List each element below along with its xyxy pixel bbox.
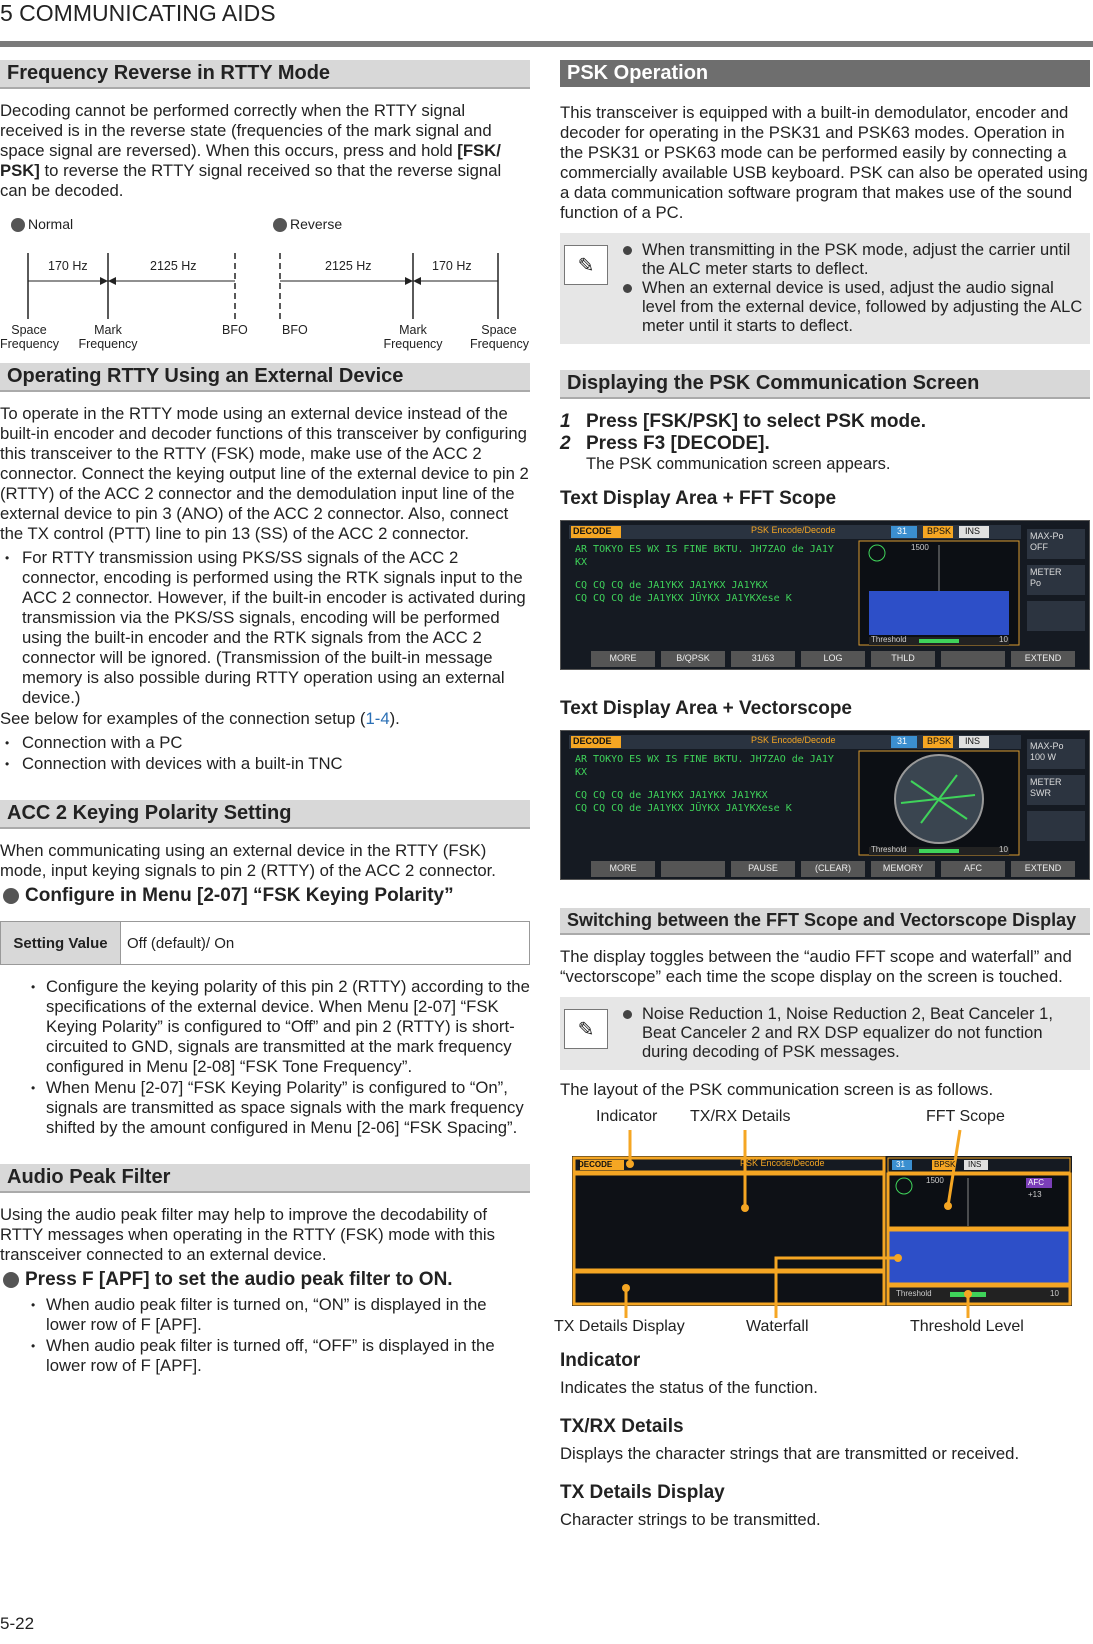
subtitle-fft-scope: Text Display Area + FFT Scope: [560, 488, 837, 509]
note-item: When an external device is used, adjust the audio signal level from the external device, followed by adjusting the ALC meter until it starts to deflect.: [618, 279, 1086, 336]
subtitle-vectorscope: Text Display Area + Vectorscope: [560, 698, 852, 719]
layout-diagram: [554, 1108, 1090, 1336]
audio-peak-filter-list: [0, 1295, 530, 1376]
setting-value-table: [0, 921, 530, 965]
fft-scope-label: FFT Scope: [926, 1108, 1005, 1125]
mode-badge: BPSK: [934, 1160, 956, 1169]
threshold-level-label: Threshold Level: [910, 1318, 1024, 1335]
ins-badge: INS: [965, 526, 981, 536]
normal-bullet: [11, 218, 25, 232]
afc-badge: AFC: [1028, 1178, 1044, 1187]
rate-badge: 31: [896, 1160, 905, 1169]
list-item: • For RTTY transmission using PKS/SS signals of the ACC 2 connector, encoding is performed using the RTK signals input to the ACC 2 connector. However, if the built-in encoder is activated during transmission via the PKS/SS signals, encoding will be performed using the built-in encoder and the RTK signals from the ACC 2 connector will be ignored. (Transmission of the built-in message memory is also possible during RTTY operation using an external device.): [0, 548, 530, 708]
normal-170hz-label: 170 Hz: [48, 259, 88, 273]
softkey-3[interactable]: 31/63: [751, 653, 775, 663]
normal-bfo-label: BFO: [222, 323, 248, 337]
step-2: 2 Press F3 [DECODE].: [560, 433, 770, 454]
screen-title: PSK Encode/Decode: [740, 1158, 825, 1168]
meter-key[interactable]: METER SWR: [1030, 777, 1062, 798]
left-column: [0, 56, 530, 1377]
keying-polarity-text: When communicating using an external device in the RTTY (FSK) mode, input keying signals to pin 2 (RTTY) of the ACC 2 connector.: [0, 841, 496, 880]
decode-indicator: DECODE: [573, 736, 612, 746]
normal-label: Normal: [28, 216, 74, 232]
section-title-display-psk: Displaying the PSK Communication Screen: [560, 370, 1090, 399]
decode-indicator: DECODE: [578, 1160, 613, 1169]
decode-indicator: DECODE: [573, 526, 612, 536]
note-box-1: [560, 233, 1090, 344]
section-title-frequency-reverse: Frequency Reverse in RTTY Mode: [0, 60, 530, 89]
normal-2125hz-label: 2125 Hz: [150, 259, 197, 273]
threshold-value: 10: [999, 845, 1008, 854]
external-device-list: [0, 548, 530, 708]
reverse-bullet: [273, 218, 287, 232]
reverse-170hz-label: 170 Hz: [432, 259, 472, 273]
threshold-value: 10: [1050, 1289, 1059, 1298]
list-item: • Connection with devices with a built-in TNC: [0, 754, 530, 774]
audio-peak-filter-heading: Press F [APF] to set the audio peak filter to ON.: [0, 1269, 530, 1291]
psk-operation-text: This transceiver is equipped with a built-in demodulator, encoder and decoder for operating in the PSK31 and PSK63 modes. Operation in the PSK31 or PSK63 mode can be performed easily by connecting a commercially available USB keyboard. PSK can also be operated using a data communication software program that makes use of the sound function of a PC.: [560, 103, 1088, 222]
indicator-heading: Indicator: [560, 1350, 641, 1371]
softkey-7[interactable]: EXTEND: [1024, 863, 1062, 873]
ins-badge: INS: [965, 736, 981, 746]
softkey-4[interactable]: (CLEAR): [814, 863, 851, 873]
softkey-1[interactable]: MORE: [609, 653, 637, 663]
section-title-switching: Switching between the FFT Scope and Vectorscope Display: [560, 908, 1090, 935]
setting-value-cell: Off (default)/ On: [127, 934, 235, 952]
right-column: [554, 56, 1090, 1534]
step-2-result: The PSK communication screen appears.: [586, 455, 891, 473]
psk-screen-vector: [560, 730, 1090, 880]
maxpo-key[interactable]: MAX-Po 100 W: [1030, 741, 1064, 762]
list-item: • When audio peak filter is turned off, “OFF” is displayed in the lower row of F [APF].: [0, 1336, 530, 1376]
tx-details-display-label: TX Details Display: [554, 1318, 685, 1335]
txrx-heading: TX/RX Details: [560, 1416, 684, 1437]
txrx-label: TX/RX Details: [690, 1108, 791, 1125]
normal-mark-label: Mark Frequency: [78, 323, 138, 351]
screen-title: PSK Encode/Decode: [751, 735, 836, 745]
heading-bullet: [3, 888, 19, 904]
psk-screen-fft: [560, 520, 1090, 670]
normal-space-label: Space Frequency: [0, 323, 60, 351]
external-device-text: To operate in the RTTY mode using an external device instead of the built-in encoder and decoder functions of this transceiver by configuring this transceiver to the RTTY (FSK) mode, make use of the ACC 2 connector. Connect the keying output line of the external device to pin 2 (RTTY) of the ACC 2 connector and the demodulation input line of the external device to pin 3 (ANO) of the ACC 2 connector. Also, connect the TX control (PTT) line to pin 13 (SS) of the ACC 2 connector.: [0, 404, 529, 543]
reverse-2125hz-label: 2125 Hz: [325, 259, 372, 273]
layout-diagram-svg: [560, 1108, 1090, 1336]
freq-marker: 1500: [926, 1176, 944, 1185]
section-title-psk-operation: PSK Operation: [560, 60, 1090, 87]
list-item: • Configure the keying polarity of this pin 2 (RTTY) according to the specifications of the external device. When Menu [2-07] “FSK Keying Polarity” is configured to “Off” and pin 2 (RTTY) is short-circuited to GND, signals are transmitted at the mark frequency configured in Menu [2-08] “FSK Tone Frequency”.: [0, 977, 530, 1077]
list-item: • When Menu [2-07] “FSK Keying Polarity” is configured to “On”, signals are transmitted as space signals with the mark frequency shifted by the amount configured in Menu [2-06] “FSK Spacing”.: [0, 1078, 530, 1138]
rx-text-area: AR TOKYO ES WX IS FINE BKTU. JH7ZAO de JA1Y KX CQ CQ CQ de JA1YKX JA1YKX JA1YKX CQ CQ CQ de JA1YKX JŪYKX JA1YKXese K: [575, 544, 834, 604]
rate-badge: 31: [897, 736, 908, 746]
keying-polarity-list: [0, 977, 530, 1138]
section-title-keying-polarity: ACC 2 Keying Polarity Setting: [0, 800, 530, 829]
waterfall-label: Waterfall: [746, 1318, 809, 1335]
switching-text: The display toggles between the “audio FFT scope and waterfall” and “vectorscope” each time the scope display on the screen is touched.: [560, 947, 1072, 986]
mode-badge: BPSK: [927, 736, 952, 746]
txrx-desc: Displays the character strings that are transmitted or received.: [560, 1444, 1020, 1463]
header-rule: [0, 41, 1093, 47]
softkey-4[interactable]: LOG: [823, 653, 843, 663]
reverse-space-label: Space Frequency: [470, 323, 530, 351]
step-1: 1 Press [FSK/PSK] to select PSK mode.: [560, 411, 926, 432]
reverse-mark-label: Mark Frequency: [383, 323, 443, 351]
chapter-header: 5 COMMUNICATING AIDS: [0, 0, 276, 26]
note-item: Noise Reduction 1, Noise Reduction 2, Beat Canceler 1, Beat Canceler 2 and RX DSP equalizer do not function during decoding of PSK messages.: [618, 1005, 1086, 1062]
page-number: 5-22: [0, 1614, 35, 1633]
frequency-reverse-text: Decoding cannot be performed correctly when the RTTY signal received is in the reverse state (frequencies of the mark signal and space signal are reversed). When this occurs, press and hold [FSK/ PSK] to reverse the RTTY signal received so that the reverse signal can be decoded.: [0, 101, 502, 200]
setting-value-header: Setting Value: [1, 922, 121, 964]
rate-badge: 31: [897, 526, 908, 536]
softkey-5[interactable]: THLD: [891, 653, 915, 663]
ins-badge: INS: [968, 1160, 982, 1169]
rx-text-area: AR TOKYO ES WX IS FINE BKTU. JH7ZAO de JA1Y KX CQ CQ CQ de JA1YKX JA1YKX JA1YKX CQ CQ CQ de JA1YKX JŪYKX JA1YKXese K: [575, 754, 834, 814]
section-title-audio-peak-filter: Audio Peak Filter: [0, 1164, 530, 1193]
audio-peak-filter-text: Using the audio peak filter may help to improve the decodability of RTTY messages when operating in the RTTY (FSK) mode with this transceiver connected to an external device.: [0, 1205, 495, 1264]
section-title-external-device: Operating RTTY Using an External Device: [0, 363, 530, 392]
softkey-1[interactable]: MORE: [609, 863, 637, 873]
connection-link[interactable]: 1-4: [365, 709, 390, 728]
list-item: • Connection with a PC: [0, 733, 530, 753]
meter-key[interactable]: METER Po: [1030, 567, 1062, 588]
pencil-note-icon: ✎: [564, 1009, 608, 1049]
softkey-7[interactable]: EXTEND: [1024, 653, 1062, 663]
afc-value: +13: [1028, 1190, 1042, 1199]
note-box-2: [560, 997, 1090, 1070]
pencil-note-icon: ✎: [564, 245, 608, 285]
freq-marker: 1500: [911, 543, 929, 552]
list-item: • When audio peak filter is turned on, “ON” is displayed in the lower row of F [APF].: [0, 1295, 530, 1335]
reverse-label: Reverse: [290, 216, 343, 232]
keying-polarity-heading: Configure in Menu [2-07] “FSK Keying Polarity”: [0, 885, 530, 907]
threshold-label: Threshold: [871, 635, 907, 644]
threshold-value: 10: [999, 635, 1008, 644]
connection-setup-text: See below for examples of the connection setup (1-4).: [0, 709, 400, 728]
indicator-desc: Indicates the status of the function.: [560, 1378, 818, 1397]
threshold-label: Threshold: [871, 845, 907, 854]
tx-details-heading: TX Details Display: [560, 1482, 725, 1503]
tx-details-desc: Character strings to be transmitted.: [560, 1510, 821, 1529]
softkey-5[interactable]: MEMORY: [882, 863, 924, 873]
connection-list: [0, 733, 530, 774]
frequency-diagram: [0, 211, 530, 351]
maxpo-key[interactable]: MAX-Po OFF: [1030, 531, 1064, 552]
screen-title: PSK Encode/Decode: [751, 525, 836, 535]
heading-bullet: [3, 1272, 19, 1288]
note-item: When transmitting in the PSK mode, adjust the carrier until the ALC meter starts to deflect.: [618, 241, 1086, 279]
threshold-label: Threshold: [896, 1289, 932, 1298]
reverse-bfo-label: BFO: [282, 323, 308, 337]
softkey-3[interactable]: PAUSE: [748, 863, 778, 873]
layout-intro-text: The layout of the PSK communication screen is as follows.: [560, 1080, 994, 1099]
indicator-label: Indicator: [596, 1108, 658, 1125]
softkey-6[interactable]: AFC: [964, 863, 982, 873]
softkey-2[interactable]: B/QPSK: [676, 653, 710, 663]
mode-badge: BPSK: [927, 526, 952, 536]
